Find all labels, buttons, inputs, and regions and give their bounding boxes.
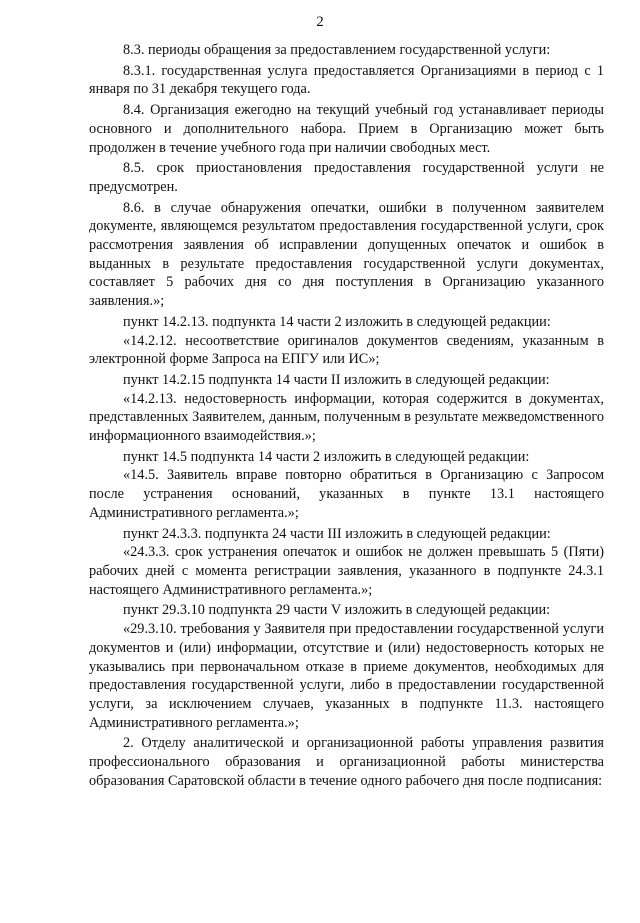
paragraph-8-3-1: 8.3.1. государственная услуга предоставляется Организациями в период с 1 января по 31 декабря текущего года. <box>89 62 604 98</box>
paragraph-2: 2. Отделу аналитической и организационной работы управления развития профессионального образования и организационной работы министерства образования Саратовской области в течение одного рабочего дня после подписания: <box>89 735 604 789</box>
paragraph-8-4: 8.4. Организация ежегодно на текущий учебный год устанавливает периоды основного и дополнительного набора. Прием в Организацию может быть продолжен в течение учебного года при наличии свободных мест. <box>89 102 604 156</box>
amendment-instruction: пункт 24.3.3. подпункта 24 части III изложить в следующей редакции: <box>123 525 551 542</box>
amendment-instruction: пункт 14.5 подпункта 14 части 2 изложить в следующей редакции: <box>123 448 530 465</box>
paragraph-8-6: 8.6. в случае обнаружения опечатки, ошибки в полученном заявителем документе, являющемся результатом предоставления государственной услуги, срок рассмотрения заявления об исправлении допущенных опечаток и ошибок в выданных в результате предоставления государственной услуги документах, составляет 5 рабочих дня со дня поступления в Организацию указанного заявления.»; <box>89 199 604 310</box>
amendment-text: «14.5. Заявитель вправе повторно обратиться в Организацию с Запросом после устранения оснований, указанных в пункте 13.1 настоящего Административного регламента.»; <box>89 467 604 521</box>
amendment-text: «14.2.13. недостоверность информации, которая содержится в документах, представленных Заявителем, данным, полученным в результате межведомственного информационного взаимодействия.»; <box>89 390 604 445</box>
paragraph-8-5: 8.5. срок приостановления предоставления государственной услуги не предусмотрен. <box>89 160 604 195</box>
page-number: 2 <box>316 14 324 30</box>
amendment-text: «29.3.10. требования у Заявителя при предоставлении государственной услуги документов и (или) информации, отсутствие и (или) недостоверность которых не указывались при первоначальном отказе в приеме документов, необходимых для предоставления государственной услуги, либо в предоставлении государственной услуги, за исключением случаев, указанных в подпункте 11.3. настоящего Административного регламента.»; <box>89 621 604 731</box>
document-body <box>89 41 604 792</box>
amendment-instruction: пункт 14.2.15 подпункта 14 части II изложить в следующей редакции: <box>123 371 550 388</box>
amendment-instruction: пункт 14.2.13. подпункта 14 части 2 изложить в следующей редакции: <box>123 313 551 330</box>
amendment-text: «24.3.3. срок устранения опечаток и ошибок не должен превышать 5 (Пяти) рабочих дней с момента регистрации заявления, указанного в подпункте 24.3.1 настоящего Административного регламента.»; <box>89 544 604 598</box>
paragraph-8-3: 8.3. периоды обращения за предоставлением государственной услуги: <box>123 42 551 58</box>
amendment-instruction: пункт 29.3.10 подпункта 29 части V изложить в следующей редакции: <box>123 602 551 619</box>
amendment-text: «14.2.12. несоответствие оригиналов документов сведениям, указанным в электронной форме Запроса на ЕПГУ или ИС»; <box>89 332 604 368</box>
